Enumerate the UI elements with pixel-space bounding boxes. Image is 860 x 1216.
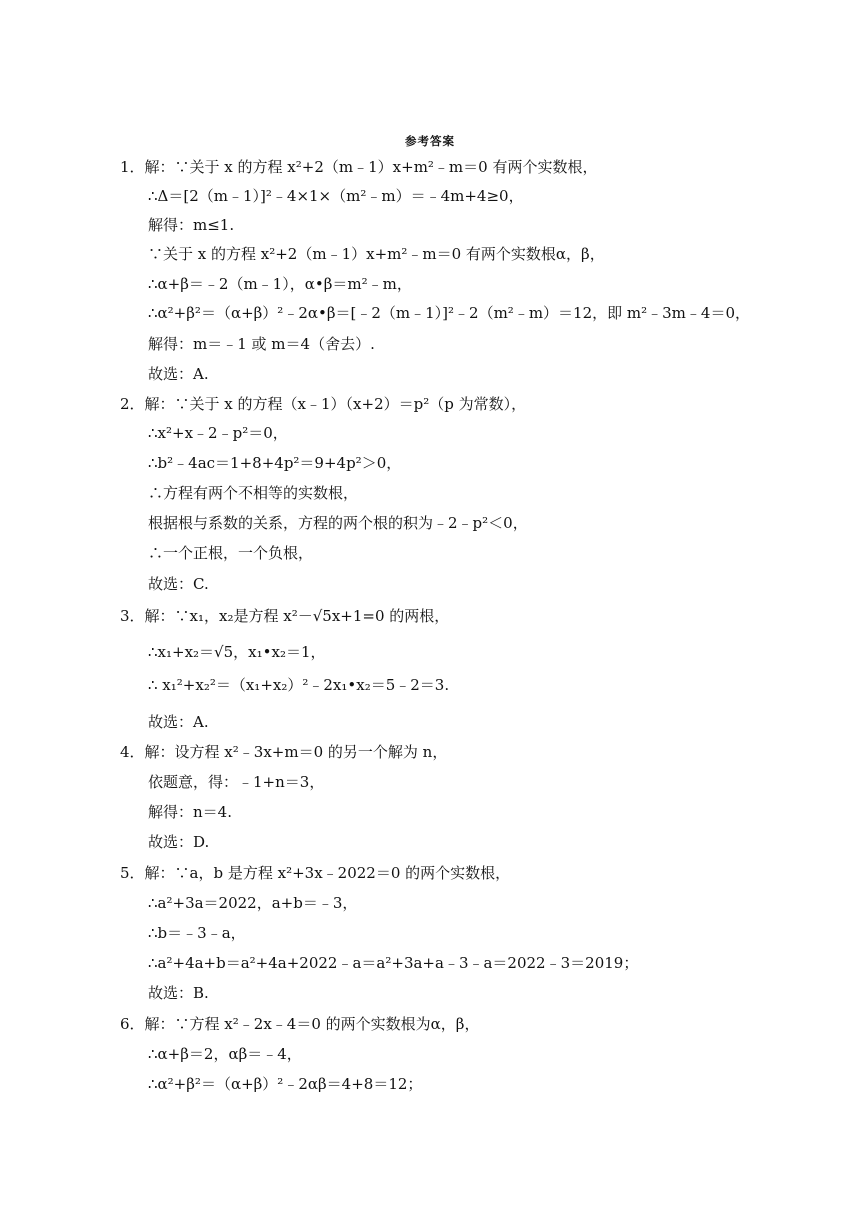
answer-line: ∴方程有两个不相等的实数根， <box>148 484 359 502</box>
answer-line: 故选：D. <box>148 833 210 851</box>
answer-line: ∴α+β＝﹣2（m﹣1），α•β＝m²﹣m， <box>148 275 412 293</box>
answer-line: 6．解：∵方程 x²﹣2x﹣4＝0 的两个实数根为α，β， <box>120 1015 480 1033</box>
answer-line: 故选：A. <box>148 713 209 731</box>
answer-line: ∴b＝﹣3﹣a， <box>148 924 246 942</box>
answer-line: 3．解：∵x₁，x₂是方程 x²－√5x+1=0 的两根， <box>120 607 450 625</box>
answer-line: 2．解：∵关于 x 的方程（x﹣1）（x+2）＝p²（p 为常数）， <box>120 395 527 413</box>
page-title: 参考答案 <box>405 134 455 148</box>
answer-line: 5．解：∵a，b 是方程 x²+3x﹣2022＝0 的两个实数根， <box>120 864 511 882</box>
answer-line: ∵关于 x 的方程 x²+2（m﹣1）x+m²﹣m＝0 有两个实数根α，β， <box>148 245 605 263</box>
answer-line: ∴ x₁²+x₂²＝（x₁+x₂）²﹣2x₁•x₂＝5﹣2＝3. <box>148 676 450 694</box>
answer-line: 解得：m＝﹣1 或 m＝4（舍去）. <box>148 335 375 353</box>
answer-line: 根据根与系数的关系，方程的两个根的积为﹣2﹣p²＜0， <box>148 514 528 532</box>
answer-line: 解得：n＝4. <box>148 803 232 821</box>
answer-line: 4．解：设方程 x²﹣3x+m＝0 的另一个解为 n， <box>120 743 448 761</box>
answer-line: ∴α+β＝2，αβ＝﹣4， <box>148 1045 302 1063</box>
answer-line: ∴x₁+x₂＝√5，x₁•x₂＝1， <box>148 643 326 661</box>
answer-line: ∴Δ＝[2（m﹣1）]²﹣4×1×（m²﹣m）＝﹣4m+4≥0， <box>148 187 524 205</box>
answer-line: 依题意，得：﹣1+n＝3， <box>148 773 325 791</box>
answer-line: 故选：B. <box>148 984 209 1002</box>
answer-line: ∴x²+x﹣2﹣p²＝0， <box>148 424 288 442</box>
answer-line: ∴b²﹣4ac＝1+8+4p²＝9+4p²＞0， <box>148 454 402 472</box>
answer-line: 解得：m≤1. <box>148 216 235 234</box>
answer-line: ∴a²+3a＝2022，a+b＝﹣3， <box>148 894 358 912</box>
answer-line: 故选：C. <box>148 575 209 593</box>
answer-line: ∴α²+β²＝（α+β）²﹣2α•β＝[﹣2（m﹣1）]²﹣2（m²﹣m）＝12，即 m²﹣3m﹣4＝0， <box>148 304 750 322</box>
answer-line: ∴一个正根，一个负根， <box>148 544 314 562</box>
answer-line: 1．解：∵关于 x 的方程 x²+2（m﹣1）x+m²﹣m＝0 有两个实数根， <box>120 158 598 176</box>
answer-line: ∴a²+4a+b＝a²+4a+2022﹣a＝a²+3a+a﹣3﹣a＝2022﹣3＝2019； <box>148 954 639 972</box>
answer-line: 故选：A. <box>148 365 209 383</box>
answer-line: ∴α²+β²＝（α+β）²﹣2αβ＝4+8＝12； <box>148 1075 423 1093</box>
